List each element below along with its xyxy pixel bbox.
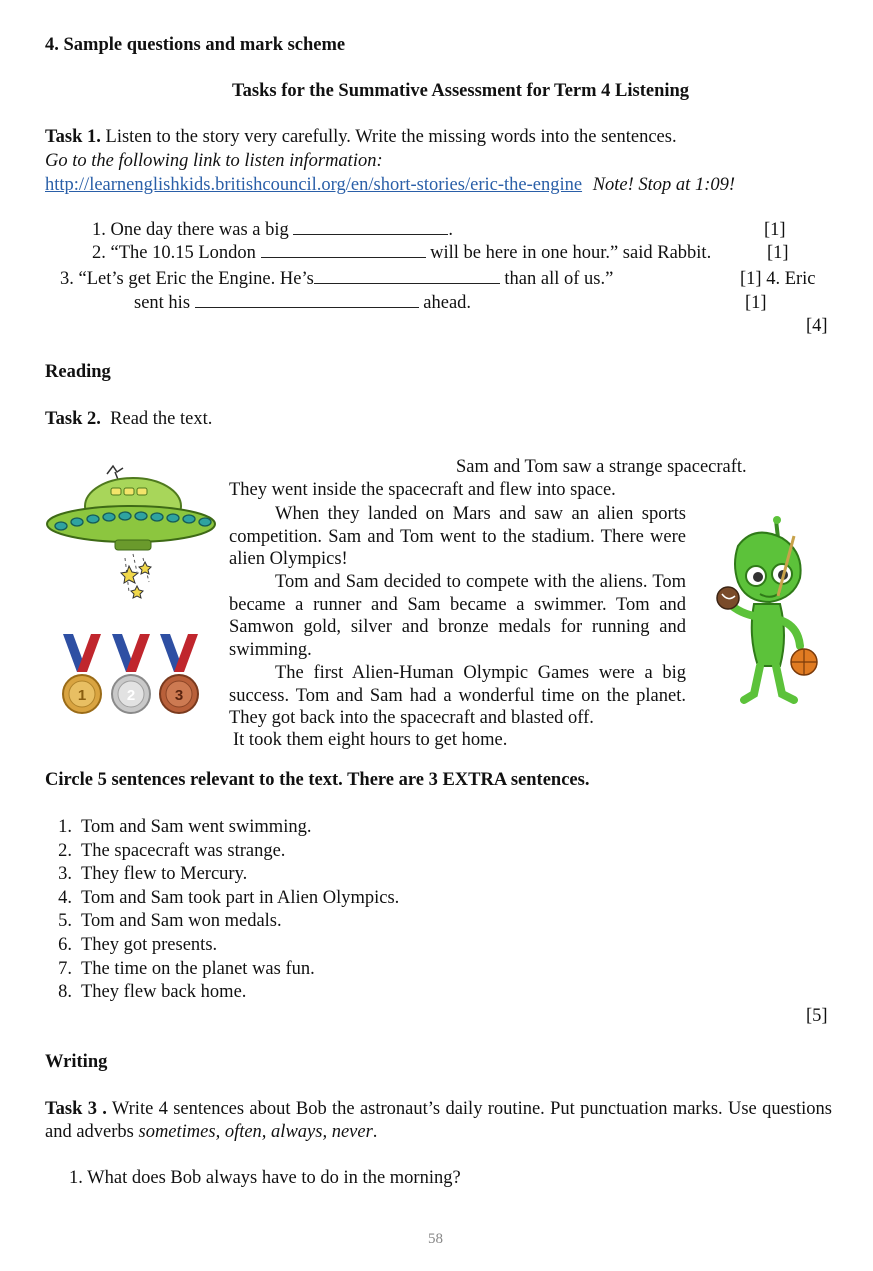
sentence-number: 4.	[58, 887, 72, 908]
task2-text: Read the text.	[110, 409, 213, 429]
sentence-text: Tom and Sam took part in Alien Olympics.	[81, 887, 400, 908]
task3-instruction	[45, 1098, 832, 1144]
silver-medal	[112, 634, 150, 713]
q4-answer-blank[interactable]	[195, 293, 419, 308]
list-item[interactable]	[50, 981, 399, 1005]
list-item[interactable]	[50, 934, 399, 958]
q2-mark: [1]	[767, 243, 789, 263]
sentence-number: 2.	[58, 840, 72, 861]
task1-q4	[134, 293, 471, 314]
story-line2: They went inside the spacecraft and flew into space.	[229, 480, 616, 500]
task3-label: Task 3 .	[45, 1099, 107, 1119]
q4-text: sent his	[134, 293, 191, 313]
circle-instruction: Circle 5 sentences relevant to the text. There are 3 EXTRA sentences.	[45, 770, 590, 790]
sentence-number: 7.	[58, 958, 72, 979]
sentence-text: They flew to Mercury.	[81, 864, 248, 885]
task3-end: .	[372, 1122, 378, 1142]
sentence-text: Tom and Sam went swimming.	[81, 817, 312, 837]
list-item[interactable]	[50, 816, 399, 840]
task1-q2	[92, 243, 711, 264]
silver-medal-number: 2	[126, 687, 136, 704]
q1-text: One day there was a big	[110, 220, 289, 240]
sentence-text: They got presents.	[81, 934, 218, 955]
q3-number: 3.	[60, 269, 74, 289]
q3-text: “Let’s get Eric the Engine. He’s	[78, 269, 314, 289]
spaceship-illustration	[45, 462, 217, 612]
q2-text: “The 10.15 London	[110, 243, 256, 263]
story-line1: Sam and Tom saw a strange spacecraft.	[456, 457, 747, 477]
sentence-number: 6.	[58, 934, 72, 955]
gold-medal	[63, 634, 101, 713]
sentence-text: They flew back home.	[81, 982, 247, 1003]
writing-heading: Writing	[45, 1052, 108, 1072]
q3-answer-blank[interactable]	[314, 269, 500, 284]
story-paragraph-2: When they landed on Mars and saw an alien sports competition. Sam and Tom went to the stadium. There were alien Olympics!	[229, 504, 686, 570]
task2-instruction	[45, 409, 212, 430]
task1-total: [4]	[806, 316, 828, 336]
task1-link-intro: Go to the following link to listen information:	[45, 151, 383, 171]
bronze-medal-number: 3	[174, 687, 184, 704]
sentence-list	[50, 816, 399, 1005]
reading-heading: Reading	[45, 362, 111, 382]
q2-end: will be here in one hour.” said Rabbit.	[430, 243, 712, 263]
sentence-number: 1.	[58, 817, 72, 837]
sentence-number: 8.	[58, 982, 72, 1003]
task1-q3	[60, 269, 613, 290]
q2-answer-blank[interactable]	[261, 243, 426, 258]
bronze-medal	[160, 634, 198, 713]
story-paragraph-3: Tom and Sam decided to compete with the aliens. Tom became a runner and Sam became a swimmer. Tom and Samwon gold, silver and bronze medals for running and swimming.	[229, 572, 686, 660]
sentence-text: Tom and Sam won medals.	[81, 911, 282, 932]
story-link[interactable]: http://learnenglishkids.britishcouncil.org/en/short-stories/eric-the-engine	[45, 175, 583, 195]
medals-illustration	[55, 632, 205, 716]
q3-mark: [1] 4. Eric	[740, 269, 816, 289]
sentence-text: The time on the planet was fun.	[81, 958, 315, 979]
task3-text: Write 4 sentences about Bob the astronaut’s daily routine. Put punctuation marks. Use questions and adverbs	[45, 1099, 832, 1142]
task1-label: Task 1.	[45, 127, 101, 147]
list-item[interactable]	[50, 910, 399, 934]
q4-mark: [1]	[745, 293, 767, 313]
sentence-number: 5.	[58, 911, 72, 932]
list-item[interactable]	[50, 863, 399, 887]
task1-note: Note! Stop at 1:09!	[592, 175, 736, 195]
story-last-line: It took them eight hours to get home.	[233, 730, 508, 750]
list-item[interactable]	[50, 958, 399, 982]
q1-number: 1.	[92, 220, 106, 240]
gold-medal-number: 1	[77, 687, 87, 704]
q1-end: .	[448, 220, 454, 240]
story-paragraph-4: The first Alien-Human Olympic Games were a big success. Tom and Sam had a wonderful time on the planet. They got back into the spacecraft and blasted off.	[229, 663, 686, 729]
page-title: Tasks for the Summative Assessment for Term 4 Listening	[232, 81, 690, 101]
list-item[interactable]	[50, 887, 399, 911]
alien-illustration	[708, 516, 826, 708]
task1-link-line	[45, 175, 735, 196]
sentence-text: The spacecraft was strange.	[81, 840, 286, 861]
q2-number: 2.	[92, 243, 106, 263]
page-number: 58	[428, 1231, 443, 1247]
q1-mark: [1]	[764, 220, 786, 240]
q3-end: than all of us.”	[504, 269, 614, 289]
task3-adverbs: sometimes, often, always, never	[138, 1122, 373, 1142]
task2-total: [5]	[806, 1006, 828, 1026]
task1-instruction	[45, 127, 677, 148]
section-heading: 4. Sample questions and mark scheme	[45, 35, 346, 55]
q4-end: ahead.	[423, 293, 472, 313]
task3-question-1: 1. What does Bob always have to do in the morning?	[69, 1168, 461, 1188]
sentence-number: 3.	[58, 864, 72, 885]
q1-answer-blank[interactable]	[293, 220, 448, 235]
task1-text: Listen to the story very carefully. Write the missing words into the sentences.	[100, 127, 677, 147]
task1-q1	[92, 220, 453, 241]
list-item[interactable]	[50, 840, 399, 864]
task2-label: Task 2.	[45, 409, 101, 429]
